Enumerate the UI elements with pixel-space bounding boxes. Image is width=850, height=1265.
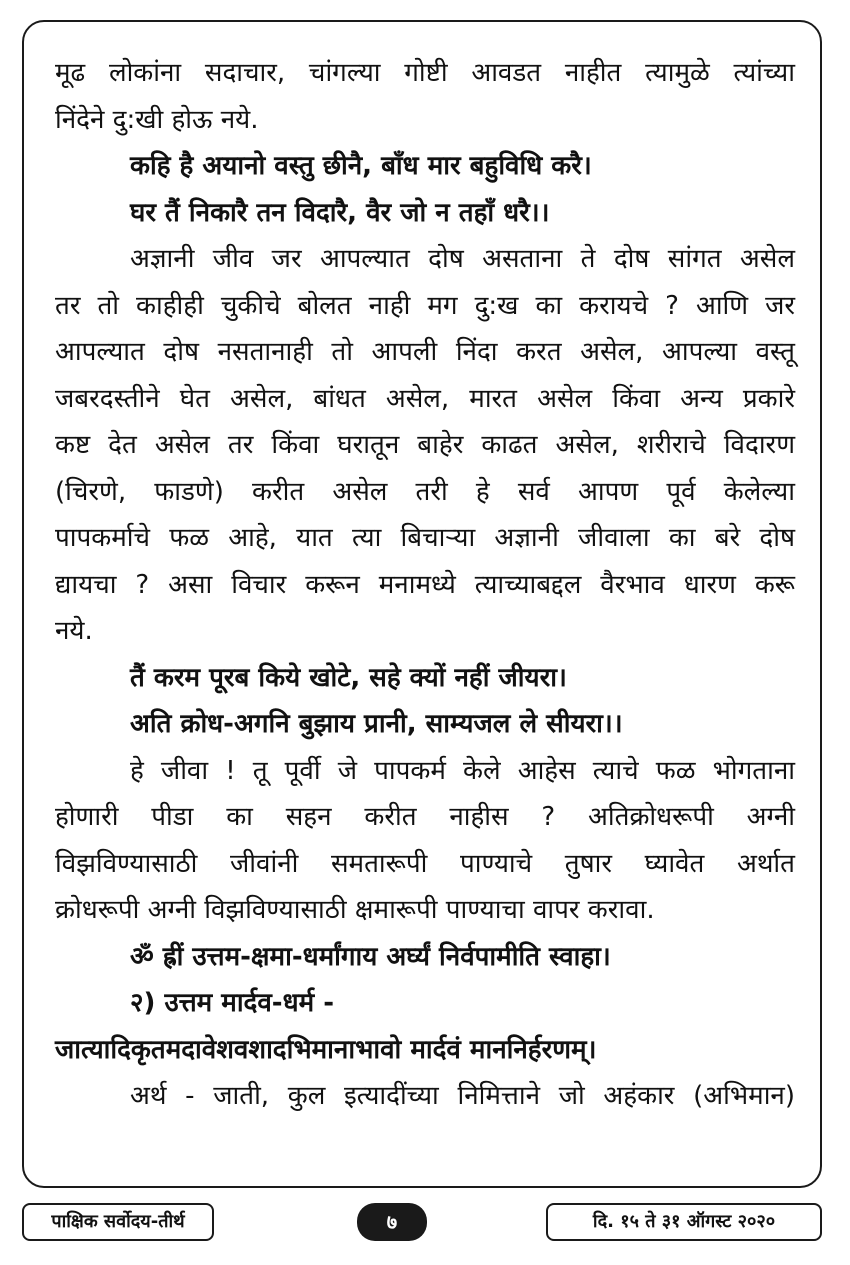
text-line: तर तो काहीही चुकीचे बोलत नाही मग दु:ख का करायचे ? आणि जर bbox=[55, 290, 795, 321]
text-line: नये. bbox=[55, 616, 93, 646]
text-line: आपल्यात दोष नसतानाही तो आपली निंदा करत असेल, आपल्या वस्तू bbox=[55, 337, 795, 367]
verse-line: जात्यादिकृतमदावेशवशादभिमानाभावो मार्दवं माननिर्हरणम्। bbox=[55, 1034, 597, 1065]
text-line: मूढ लोकांना सदाचार, चांगल्या गोष्टी आवडत नाहीत त्यामुळे त्यांच्या bbox=[55, 58, 795, 88]
verse-line: तैं करम पूरब किये खोटे, सहे क्यों नहीं जीयरा। bbox=[130, 662, 567, 693]
text-line: जबरदस्तीने घेत असेल, बांधत असेल, मारत असेल किंवा अन्य प्रकारे bbox=[55, 383, 795, 414]
text-line: (चिरणे, फाडणे) करीत असेल तरी हे सर्व आपण पूर्व केलेल्या bbox=[55, 476, 795, 507]
text-line: क्रोधरूपी अग्नी विझविण्यासाठी क्षमारूपी पाण्याचा वापर करावा. bbox=[55, 895, 655, 925]
text-line: पापकर्माचे फळ आहे, यात त्या बिचाऱ्या अज्ञानी जीवाला का बरे दोष bbox=[55, 523, 795, 553]
verse-line: अति क्रोध-अगनि बुझाय प्रानी, साम्यजल ले सीयरा।। bbox=[130, 709, 623, 739]
text-line: निंदेने दु:खी होऊ नये. bbox=[55, 104, 259, 135]
text-line: होणारी पीडा का सहन करीत नाहीस ? अतिक्रोधरूपी अग्नी bbox=[55, 802, 795, 832]
text-line: हे जीवा ! तू पूर्वी जे पापकर्म केले आहेस त्याचे फळ भोगताना bbox=[130, 755, 795, 786]
verse-line: घर तैं निकारै तन विदारै, वैर जो न तहाँ धरै।। bbox=[130, 197, 550, 228]
text-line: अज्ञानी जीव जर आपल्यात दोष असताना ते दोष सांगत असेल bbox=[130, 244, 795, 274]
text-line: द्यायचा ? असा विचार करून मनामध्ये त्याच्याबद्दल वैरभाव धारण करू bbox=[55, 569, 795, 600]
publication-name-box: पाक्षिक सर्वोदय-तीर्थ bbox=[22, 1203, 214, 1241]
text-line: अर्थ - जाती, कुल इत्यादींच्या निमित्ताने जो अहंकार (अभिमान) bbox=[130, 1081, 795, 1111]
verse-line: २) उत्तम मार्दव-धर्म - bbox=[130, 988, 334, 1018]
text-line: विझविण्यासाठी जीवांनी समतारूपी पाण्याचे तुषार घ्यावेत अर्थात bbox=[55, 848, 795, 879]
article-body bbox=[55, 50, 795, 1120]
text-line: कष्ट देत असेल तर किंवा घरातून बाहेर काढत असेल, शरीराचे विदारण bbox=[55, 430, 795, 460]
page-number-badge: ७ bbox=[357, 1203, 427, 1241]
verse-line: ॐ ह्रीं उत्तम-क्षमा-धर्मांगाय अर्घ्यं निर्वपामीति स्वाहा। bbox=[130, 941, 611, 972]
issue-date-box: दि. १५ ते ३१ ऑगस्ट २०२० bbox=[546, 1203, 822, 1241]
verse-line: कहि है अयानो वस्तु छीनै, बाँध मार बहुविधि करै। bbox=[130, 151, 592, 181]
